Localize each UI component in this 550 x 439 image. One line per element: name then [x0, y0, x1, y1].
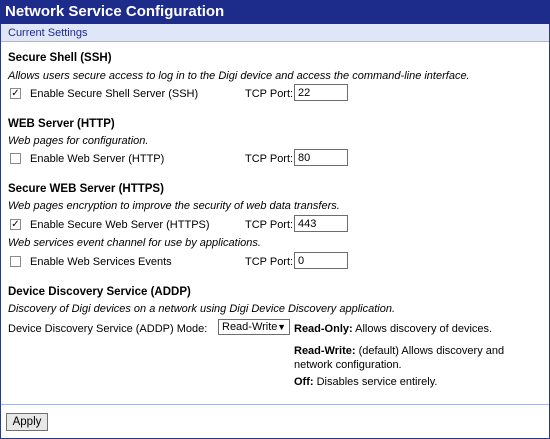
ssh-row — [8, 84, 544, 104]
web-services-events-description: Web services event channel for use by applications. — [8, 237, 261, 249]
https-enable-label: Enable Secure Web Server (HTTPS) — [30, 219, 210, 231]
addp-readonly-info — [294, 322, 544, 336]
web-services-events-port-label: TCP Port: — [245, 256, 294, 268]
addp-section-title: Device Discovery Service (ADDP) — [8, 286, 191, 298]
http-enable-label: Enable Web Server (HTTP) — [30, 153, 165, 165]
ssh-description: Allows users secure access to log in to the Digi device and access the command-line interface. — [8, 70, 470, 82]
off-text: Disables service entirely. — [313, 376, 438, 388]
https-port-input[interactable] — [294, 215, 348, 232]
http-description: Web pages for configuration. — [8, 135, 149, 147]
readwrite-text: (default) Allows discovery and network configuration. — [294, 345, 505, 371]
ssh-enable-label: Enable Secure Shell Server (SSH) — [30, 88, 199, 100]
http-row — [8, 149, 544, 169]
current-settings-header: Current Settings — [1, 24, 549, 42]
http-section-title: WEB Server (HTTP) — [8, 118, 115, 130]
ssh-port-input[interactable] — [294, 84, 348, 101]
addp-mode-select[interactable] — [218, 319, 290, 335]
https-enable-checkbox[interactable]: ✓ — [11, 219, 20, 230]
off-term: Off: — [294, 376, 314, 388]
ssh-enable-checkbox[interactable]: ✓ — [11, 88, 20, 99]
web-services-events-row — [8, 252, 544, 272]
footer-divider — [1, 404, 549, 405]
readonly-term: Read-Only: — [294, 323, 353, 335]
http-port-input[interactable] — [294, 149, 348, 166]
http-enable-checkbox[interactable] — [10, 153, 21, 164]
readwrite-term: Read-Write: — [294, 345, 356, 357]
addp-off-info — [294, 375, 544, 389]
https-section-title: Secure WEB Server (HTTPS) — [8, 183, 164, 195]
http-port-label: TCP Port: — [245, 153, 294, 165]
web-services-events-port-input[interactable] — [294, 252, 348, 269]
addp-readwrite-info — [294, 344, 544, 372]
page-title: Network Service Configuration — [0, 0, 550, 24]
addp-description: Discovery of Digi devices on a network using Digi Device Discovery application. — [8, 303, 395, 315]
apply-button[interactable]: Apply — [6, 413, 48, 431]
https-description: Web pages encryption to improve the security of web data transfers. — [8, 200, 340, 212]
web-services-events-checkbox[interactable] — [10, 256, 21, 267]
readonly-text: Allows discovery of devices. — [352, 323, 493, 335]
ssh-port-label: TCP Port: — [245, 88, 294, 100]
ssh-section-title: Secure Shell (SSH) — [8, 52, 112, 64]
chevron-down-icon: ▼ — [277, 322, 286, 332]
https-port-label: TCP Port: — [245, 219, 294, 231]
addp-mode-label: Device Discovery Service (ADDP) Mode: — [8, 323, 208, 335]
web-services-events-label: Enable Web Services Events — [30, 256, 172, 268]
addp-mode-selected-value: Read-Write — [222, 321, 278, 333]
https-row — [8, 215, 544, 235]
